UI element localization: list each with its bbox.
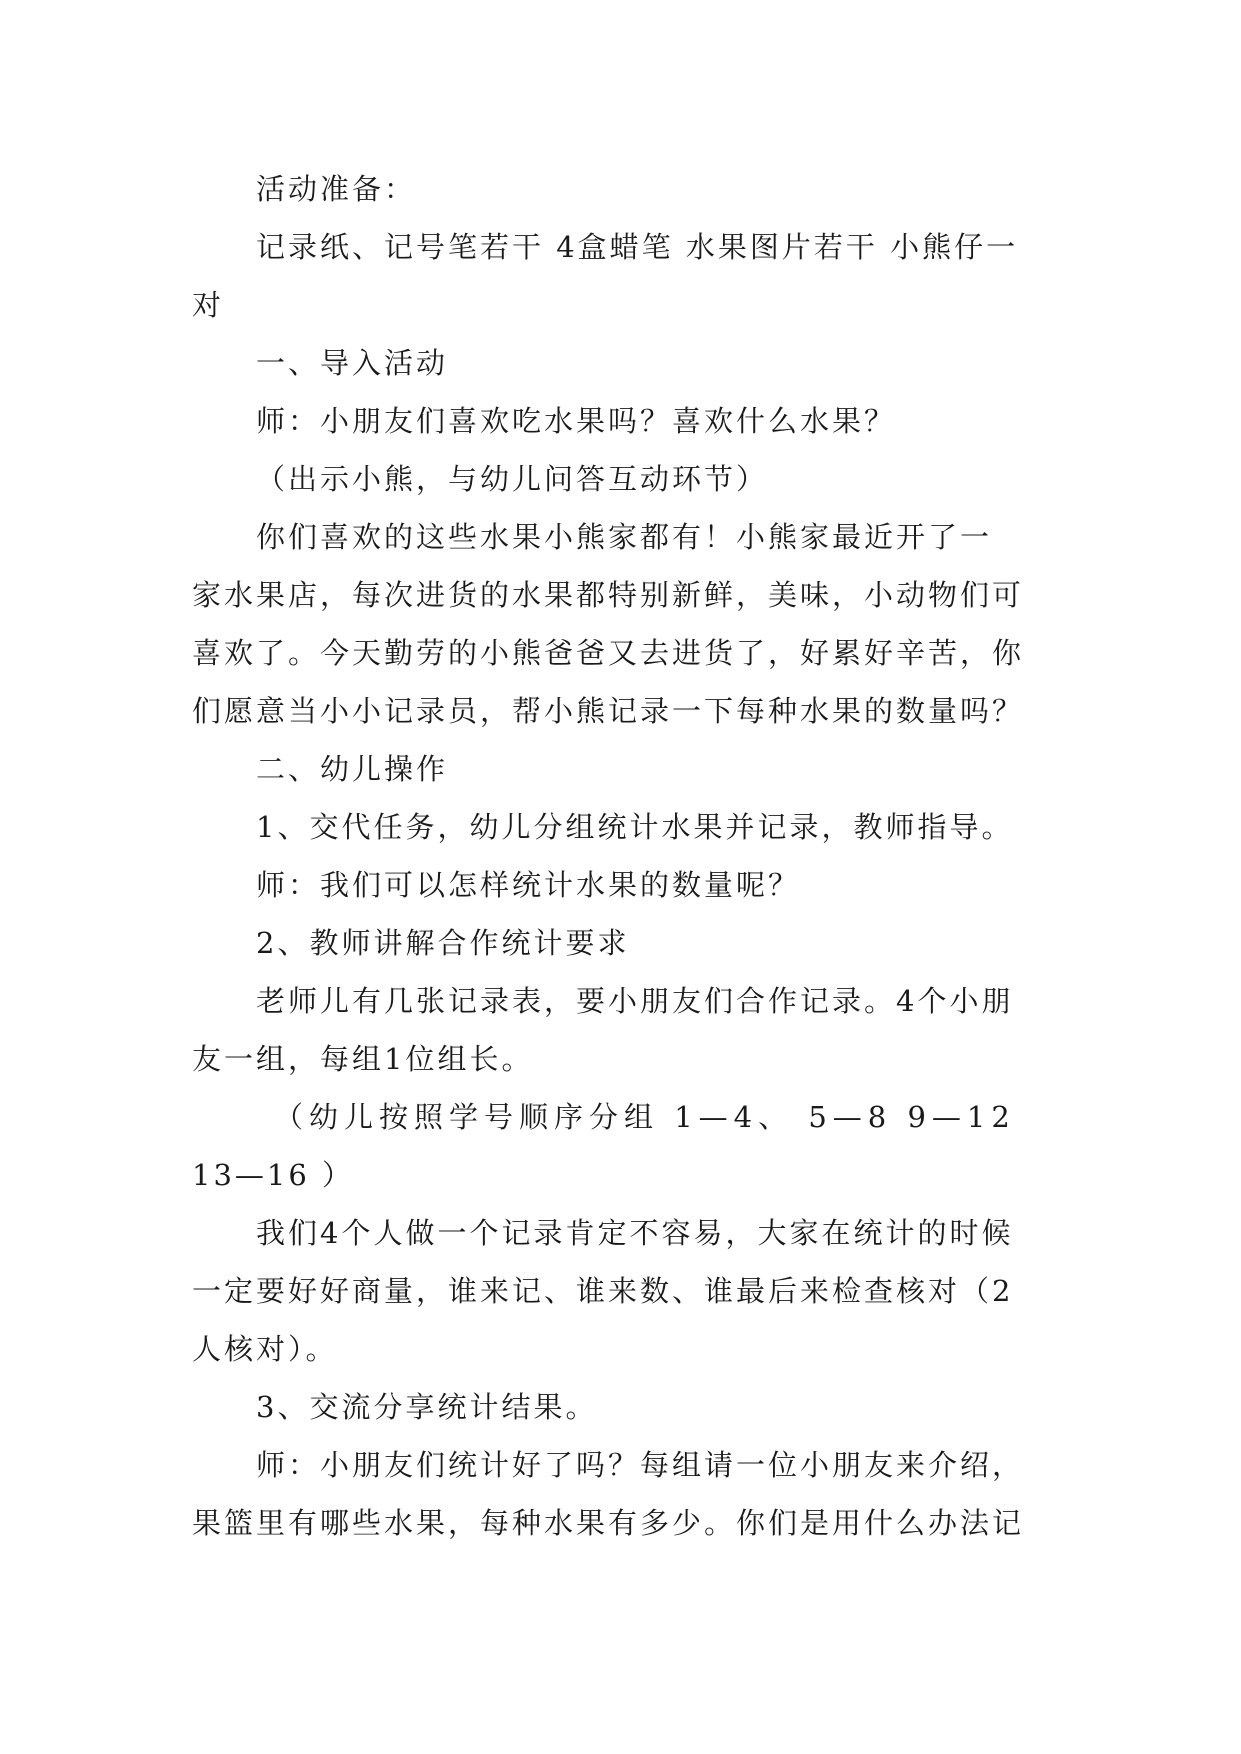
document-body (192, 160, 1052, 1552)
paragraph-line: 记录纸、记号笔若干 4盒蜡笔 水果图片若干 小熊仔一 (256, 230, 1019, 264)
paragraph-line: 友一组，每组1位组长。 (192, 1042, 534, 1076)
paragraph-line: 13—16 ） (192, 1158, 355, 1192)
paragraph-line: （出示小熊，与幼儿问答互动环节） (256, 462, 769, 496)
paragraph-line: 我们4个人做一个记录肯定不容易，大家在统计的时候 (256, 1216, 1014, 1250)
paragraph-line: 果篮里有哪些水果，每种水果有多少。你们是用什么办法记 (192, 1506, 1025, 1540)
paragraph-line: 家水果店，每次进货的水果都特别新鲜，美味，小动物们可 (192, 578, 1025, 612)
paragraph-line: 们愿意当小小记录员，帮小熊记录一下每种水果的数量吗？ (192, 694, 1025, 728)
paragraph-line: 3、交流分享统计结果。 (256, 1390, 598, 1424)
paragraph-line: 师：小朋友们喜欢吃水果吗？喜欢什么水果？ (256, 404, 897, 438)
paragraph-line: 喜欢了。今天勤劳的小熊爸爸又去进货了，好累好辛苦，你 (192, 636, 1025, 670)
paragraph-line: （幼儿按照学号顺序分组 1—4、 5—8 9—12 (274, 1100, 1016, 1134)
paragraph-line: 人核对）。 (192, 1332, 338, 1366)
section-heading-operation: 二、幼儿操作 (256, 752, 449, 786)
paragraph-line: 师：我们可以怎样统计水果的数量呢？ (256, 868, 801, 902)
paragraph-line: 对 (192, 288, 225, 322)
paragraph-line: 1、交代任务，幼儿分组统计水果并记录，教师指导。 (256, 810, 1014, 844)
paragraph-line: 2、教师讲解合作统计要求 (256, 926, 630, 960)
section-heading-intro: 一、导入活动 (256, 346, 449, 380)
paragraph-line: 老师儿有几张记录表，要小朋友们合作记录。4个小朋 (256, 984, 1014, 1018)
paragraph-line: 师：小朋友们统计好了吗？每组请一位小朋友来介绍， (256, 1448, 1025, 1482)
paragraph-line: 一定要好好商量，谁来记、谁来数、谁最后来检查核对（2 (192, 1274, 1014, 1308)
section-heading-preparation: 活动准备： (256, 172, 417, 206)
paragraph-line: 你们喜欢的这些水果小熊家都有！小熊家最近开了一 (256, 520, 993, 554)
